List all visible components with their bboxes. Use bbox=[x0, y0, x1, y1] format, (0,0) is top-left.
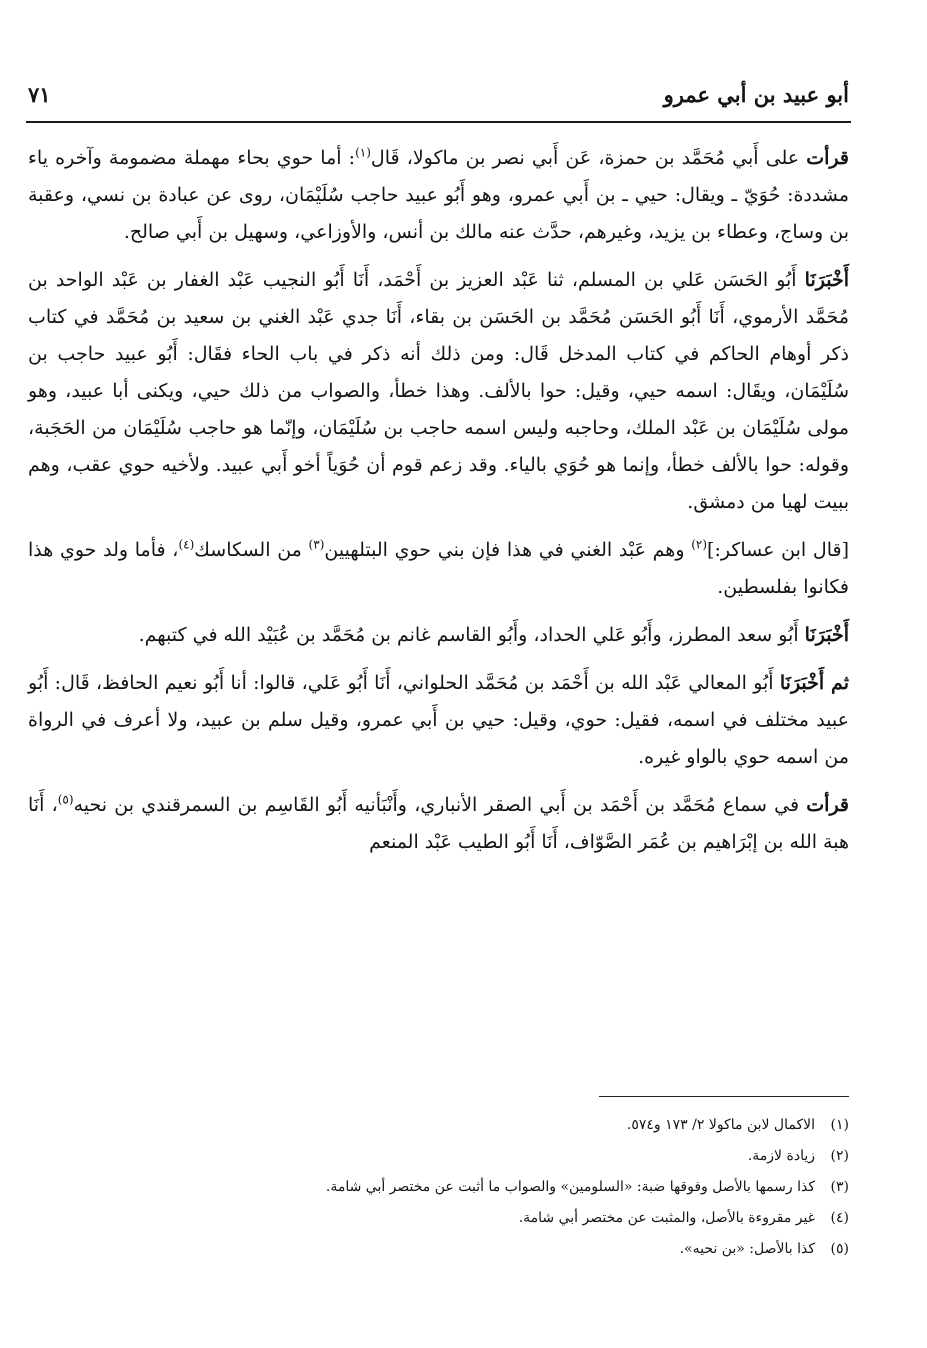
footnote-item bbox=[28, 1141, 849, 1172]
footnote-text: غير مقروءة بالأصل، والمثبت عن مختصر أبي شامة. bbox=[518, 1210, 815, 1226]
paragraph-text: ، فأما ولد حوي هذا فكانوا بفلسطين. bbox=[28, 539, 849, 598]
paragraph bbox=[28, 617, 849, 654]
footnote-number: (١) bbox=[830, 1117, 849, 1133]
footnote-number: (٣) bbox=[830, 1179, 849, 1195]
paragraph-text: من السكاسك bbox=[194, 539, 309, 561]
paragraph-text: [قال ابن عساكر:] bbox=[707, 539, 849, 561]
footnote-text: كذا بالأصل: «بن نحيه». bbox=[679, 1241, 815, 1257]
footnote-reference: (٣) bbox=[308, 537, 325, 552]
paragraph-text: : أما حوي بحاء مهملة مضمومة وآخره ياء مشددة: حُوَيّ ـ ويقال: حيي ـ بن أَبي عمرو، وهو أَبُو عبيد حاجب سُلَيْمَان، روى عن عبادة بن نسي، وعقبة بن وساج، وعطاء بن يزيد، وغيرهم، حدَّث عنه مالك بن أنس، والأوزاعي، وسهيل بن أَبي صالح. bbox=[28, 147, 849, 243]
paragraph bbox=[28, 532, 849, 606]
paragraph-lead-word: ثم أَخْبَرَنَا bbox=[779, 672, 849, 694]
footnote-item bbox=[28, 1234, 849, 1265]
footnote-reference: (٢) bbox=[691, 537, 708, 552]
footnote-reference: (٥) bbox=[57, 792, 74, 807]
paragraph-lead-word: قرأت bbox=[806, 147, 849, 169]
paragraph-text: على أَبي مُحَمَّد بن حمزة، عَن أَبي نصر بن ماكولا، قَال bbox=[370, 147, 807, 169]
footnote-number: (٢) bbox=[830, 1148, 849, 1164]
paragraph bbox=[28, 262, 849, 521]
paragraph bbox=[28, 787, 849, 861]
paragraph bbox=[28, 140, 849, 251]
paragraph-lead-word: أَخْبَرَنَا bbox=[804, 624, 849, 646]
paragraph-text: ، أَنَا هبة الله بن إبْرَاهيم بن عُمَر الصَّوّاف، أَنَا أَبُو الطيب عَبْد المنعم bbox=[28, 794, 849, 853]
page-number: ٧١ bbox=[28, 82, 51, 107]
paragraph-text: في سماع مُحَمَّد بن أَحْمَد بن أَبي الصقر الأنباري، وأَنْبَأنيه أَبُو القَاسِم بن السمرقندي بن نحيه bbox=[73, 794, 807, 816]
header-title: أبو عبيد بن أبي عمرو bbox=[663, 82, 849, 107]
paragraph-lead-word: أَخْبَرَنَا bbox=[804, 269, 849, 291]
main-text bbox=[28, 140, 849, 872]
footnote-number: (٥) bbox=[830, 1241, 849, 1257]
footnote-number: (٤) bbox=[830, 1210, 849, 1226]
footnote-text: الاكمال لابن ماكولا ٢/ ١٧٣ و٥٧٤. bbox=[626, 1117, 815, 1133]
footnote-item bbox=[28, 1172, 849, 1203]
paragraph-lead-word: قرأت bbox=[806, 794, 850, 816]
paragraph-text: أَبُو الحَسَن عَلي بن المسلم، ثنا عَبْد العزيز بن أَحْمَد، أَنَا أَبُو النجيب عَبْد الغفار بن عَبْد الواحد بن مُحَمَّد الأرموي، أَنَا أَبُو الحَسَن مُحَمَّد بن الحَسَن بن بقاء، أَنَا جدي عَبْد الغني بن سعيد بن مُحَمَّد في كتاب ذكر أوهام الحاكم في كتاب المدخل قَال: ومن ذلك أنه ذكر في باب الحاء فقَال: أَبُو عبيد حاجب بن سُلَيْمَان، ويقَال: اسمه حيي، وقيل: حوا بالألف. وهذا خطأ، والصواب من ذلك حيي، ويكنى أبا عبيد، وهو مولى سُلَيْمَان بن عَبْد الملك، وحاجبه وليس اسمه حاجب بن سُلَيْمَان، وإنّما هو حاجب سُلَيْمَان من الحَجَبة، وقوله: حوا بالألف خطأ، وإنما هو حُوَي بالياء. وقد زعم قوم أن حُوَياً أخو أَبي عبيد. ولأخيه حوي عقب، وهم ببيت لهيا من دمشق. bbox=[28, 269, 849, 513]
footnotes bbox=[28, 1110, 849, 1265]
footnote-reference: (٤) bbox=[178, 537, 195, 552]
footnote-item bbox=[28, 1110, 849, 1141]
paragraph-text: أَبُو المعالي عَبْد الله بن أَحْمَد بن مُحَمَّد الحلواني، أَنَا أَبُو عَلي، قالوا: أنا أَبُو نعيم الحافظ، قَال: أَبُو عبيد مختلف في اسمه، فقيل: حوي، وقيل: حيي بن أَبي عمرو، وقيل سلم بن عبيد، ولا أعرف في الرواة من اسمه حوي بالواو غيره. bbox=[28, 672, 849, 768]
running-header bbox=[28, 82, 849, 116]
header-divider bbox=[26, 121, 851, 123]
footnote-divider bbox=[599, 1096, 849, 1097]
paragraph-text: وهم عَبْد الغني في هذا فإن بني حوي البتلهيين bbox=[324, 539, 692, 561]
footnote-item bbox=[28, 1203, 849, 1234]
paragraph-text: أَبُو سعد المطرز، وأَبُو عَلي الحداد، وأَبُو القاسم غانم بن مُحَمَّد بن عُبَيْد الله في كتبهم. bbox=[138, 624, 805, 646]
footnote-text: كذا رسمها بالأصل وفوقها ضبة: «السلومين» والصواب ما أثبت عن مختصر أبي شامة. bbox=[325, 1179, 815, 1195]
paragraph bbox=[28, 665, 849, 776]
footnote-text: زيادة لازمة. bbox=[747, 1148, 815, 1164]
footnote-reference: (١) bbox=[355, 145, 371, 160]
